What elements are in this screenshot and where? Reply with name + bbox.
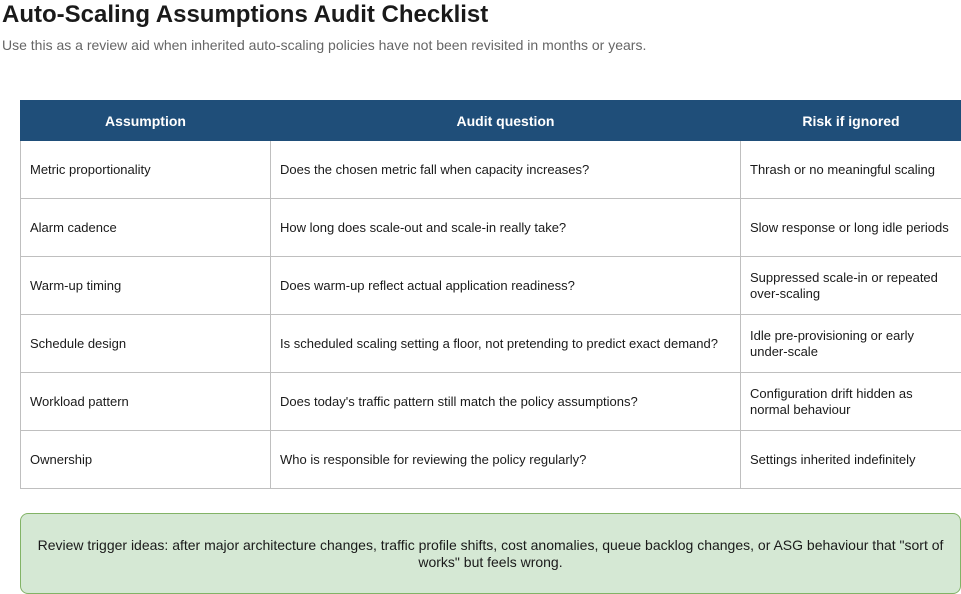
review-trigger-callout	[20, 513, 961, 594]
page-subtitle: Use this as a review aid when inherited auto-scaling policies have not been revisited in months or years.	[2, 37, 647, 53]
table-body	[21, 141, 961, 489]
risk-cell: Thrash or no meaningful scaling	[741, 141, 961, 199]
audit-question-cell: Does warm-up reflect actual application readiness?	[271, 257, 741, 315]
table-row	[21, 373, 961, 431]
assumption-cell: Warm-up timing	[21, 257, 271, 315]
page-title: Auto-Scaling Assumptions Audit Checklist	[2, 1, 489, 28]
risk-cell: Idle pre-provisioning or early under-scale	[741, 315, 961, 373]
risk-cell: Suppressed scale-in or repeated over-scaling	[741, 257, 961, 315]
column-header-assumption: Assumption	[21, 101, 271, 141]
column-header-risk: Risk if ignored	[741, 101, 961, 141]
audit-checklist-table	[20, 100, 961, 489]
assumption-cell: Alarm cadence	[21, 199, 271, 257]
table-row	[21, 431, 961, 489]
callout-text: Review trigger ideas: after major architecture changes, traffic profile shifts, cost anomalies, queue backlog changes, or ASG behaviour that "sort of works" but feels wrong.	[37, 536, 944, 570]
audit-question-cell: Does today's traffic pattern still match the policy assumptions?	[271, 373, 741, 431]
assumption-cell: Schedule design	[21, 315, 271, 373]
risk-cell: Slow response or long idle periods	[741, 199, 961, 257]
risk-cell: Settings inherited indefinitely	[741, 431, 961, 489]
audit-question-cell: Does the chosen metric fall when capacity increases?	[271, 141, 741, 199]
table-row	[21, 257, 961, 315]
assumption-cell: Ownership	[21, 431, 271, 489]
table-header-row	[21, 101, 961, 141]
audit-question-cell: Is scheduled scaling setting a floor, not pretending to predict exact demand?	[271, 315, 741, 373]
table-header	[21, 101, 961, 141]
column-header-audit-question: Audit question	[271, 101, 741, 141]
assumption-cell: Metric proportionality	[21, 141, 271, 199]
table-row	[21, 199, 961, 257]
table-row	[21, 141, 961, 199]
audit-question-cell: Who is responsible for reviewing the policy regularly?	[271, 431, 741, 489]
risk-cell: Configuration drift hidden as normal behaviour	[741, 373, 961, 431]
table-row	[21, 315, 961, 373]
audit-question-cell: How long does scale-out and scale-in really take?	[271, 199, 741, 257]
assumption-cell: Workload pattern	[21, 373, 271, 431]
